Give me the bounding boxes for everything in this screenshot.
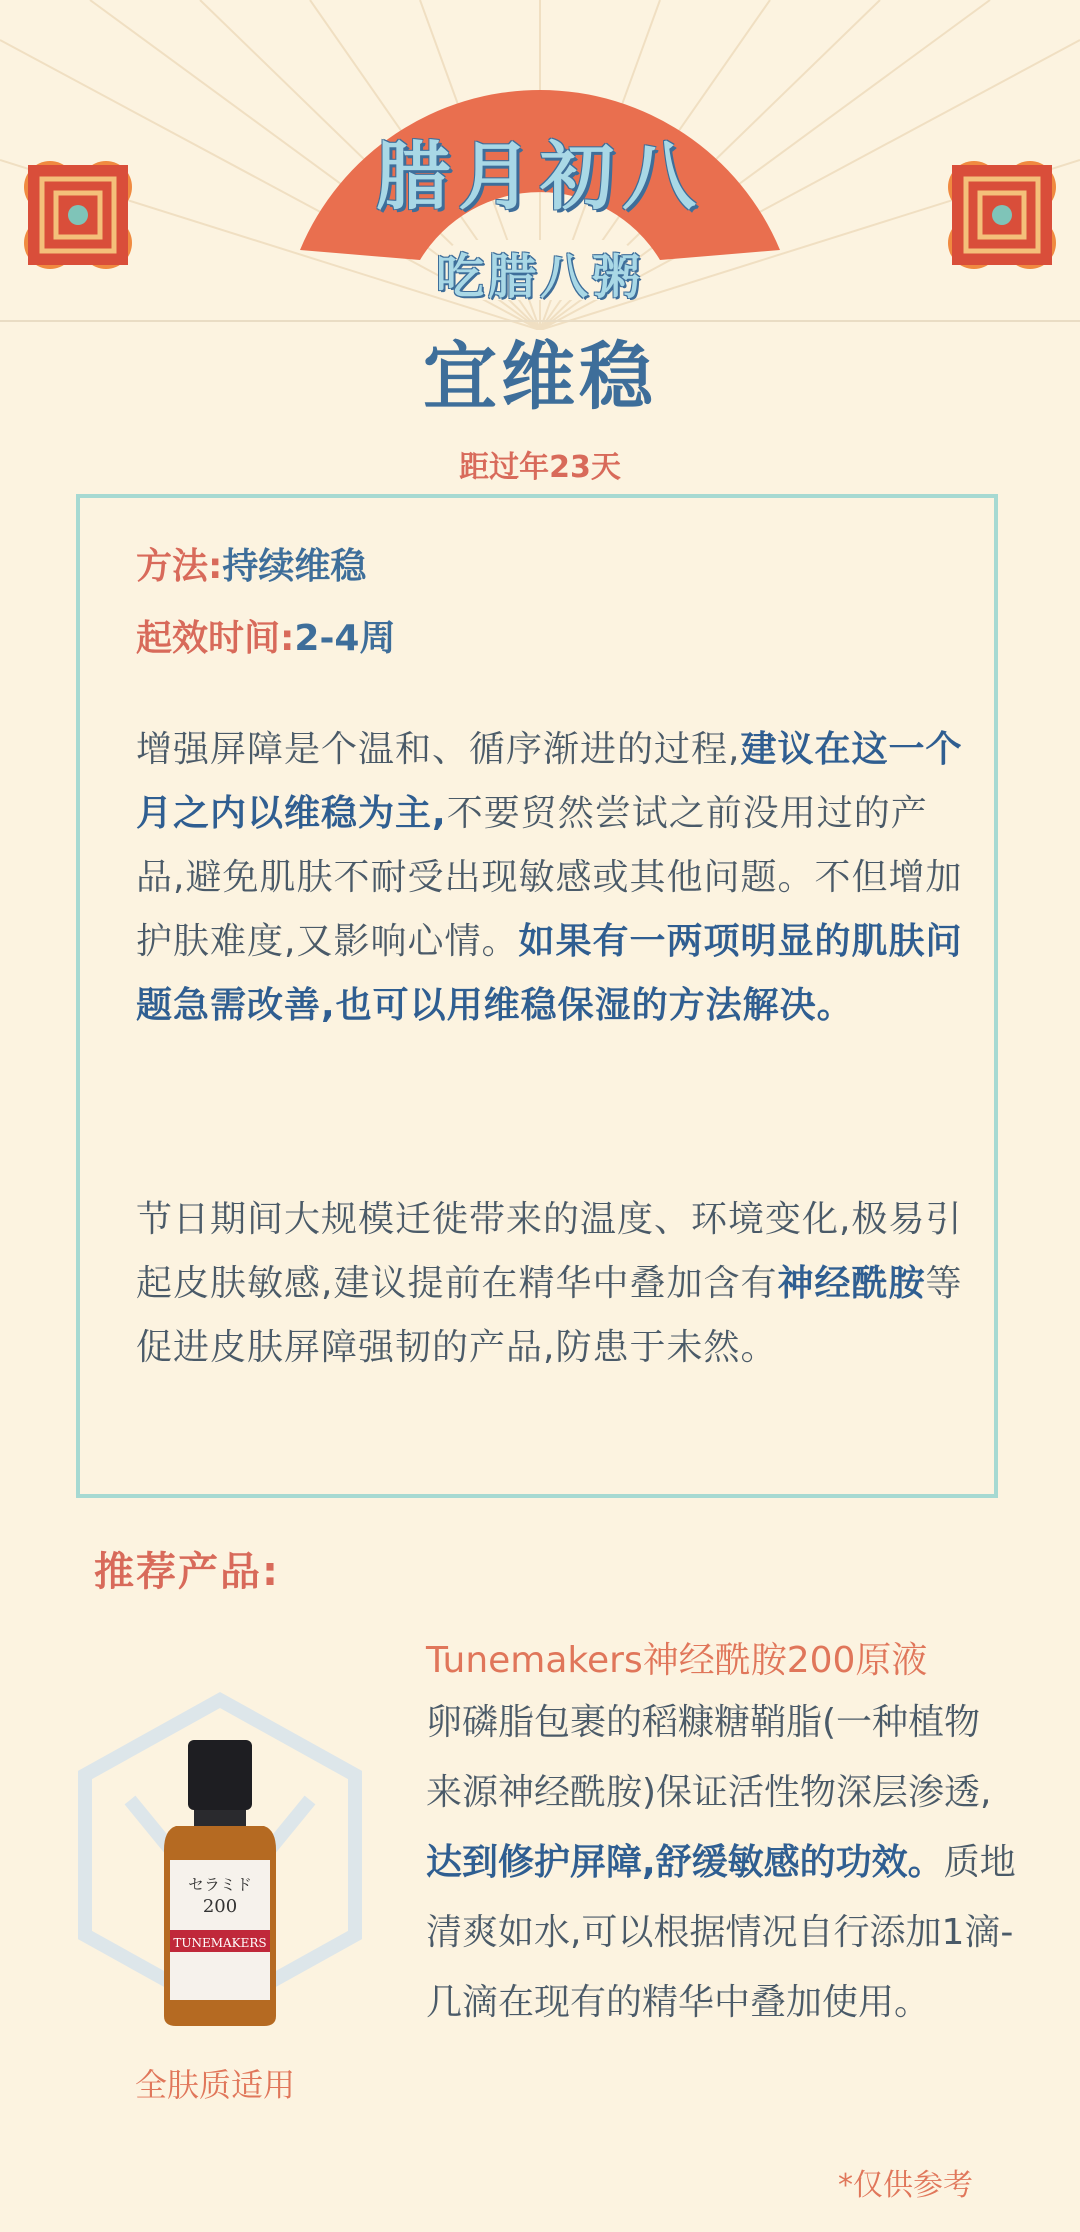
method-row <box>136 538 366 589</box>
paragraph-1 <box>136 718 966 1038</box>
p1-text-a: 增强屏障是个温和、循序渐进的过程, <box>136 729 741 770</box>
product-name: Tunemakers神经酰胺200原液 <box>426 1640 928 1681</box>
time-row <box>136 610 395 661</box>
bottle-label-number: 200 <box>202 1896 238 1917</box>
countdown-text: 距过年23天 <box>459 450 621 485</box>
p1-text-c: 不要贸然尝试之前没用过的产品,避免肌肤不耐受出现敏感或其他问题。不但增加护肤难度,又影响心情。 <box>136 793 963 962</box>
info-card <box>76 494 998 1498</box>
bottle-brand: TUNEMAKERS <box>173 1936 267 1950</box>
left-ornament-icon <box>24 161 132 269</box>
section-heading: 宜维稳 <box>423 334 657 420</box>
p2-text-a: 节日期间大规模迁徙带来的温度、环境变化,极易引起皮肤敏感,建议提前在精华中叠加含有 <box>136 1199 963 1304</box>
desc-text-c: 质地清爽如水,可以根据情况自行添加1滴-几滴在现有的精华中叠加使用。 <box>426 1842 1016 2023</box>
page-subtitle: 吃腊八粥 <box>435 249 644 305</box>
paragraph-2 <box>136 1188 966 1380</box>
p2-text-c: 等促进皮肤屏障强韧的产品,防患于未然。 <box>136 1263 963 1368</box>
method-label: 方法: <box>136 546 223 587</box>
desc-highlight-b: 达到修护屏障,舒缓敏感的功效。 <box>426 1842 944 1883</box>
product-description <box>426 1688 1016 2038</box>
p1-highlight-d: 如果有一两项明显的肌肤问题急需改善,也可以用维稳保湿的方法解决。 <box>136 921 963 1026</box>
skin-type-note: 全肤质适用 <box>135 2066 296 2104</box>
method-value: 持续维稳 <box>222 546 367 587</box>
time-value: 2-4周 <box>294 618 396 659</box>
page-title: 腊月初八 <box>376 134 704 220</box>
recommend-title: 推荐产品: <box>94 1549 280 1595</box>
right-ornament-icon <box>948 161 1056 269</box>
disclaimer: *仅供参考 <box>838 2168 973 2203</box>
bottle-label-text: セラミド <box>187 1875 253 1894</box>
desc-text-a: 卵磷脂包裹的稻糠糖鞘脂(一种植物来源神经酰胺)保证活性物深层渗透, <box>426 1702 992 1813</box>
product-image <box>70 1690 370 2040</box>
p1-highlight-b: 建议在这一个月之内以维稳为主, <box>136 729 963 834</box>
time-label: 起效时间: <box>136 618 295 659</box>
p2-highlight-b: 神经酰胺 <box>777 1263 926 1304</box>
